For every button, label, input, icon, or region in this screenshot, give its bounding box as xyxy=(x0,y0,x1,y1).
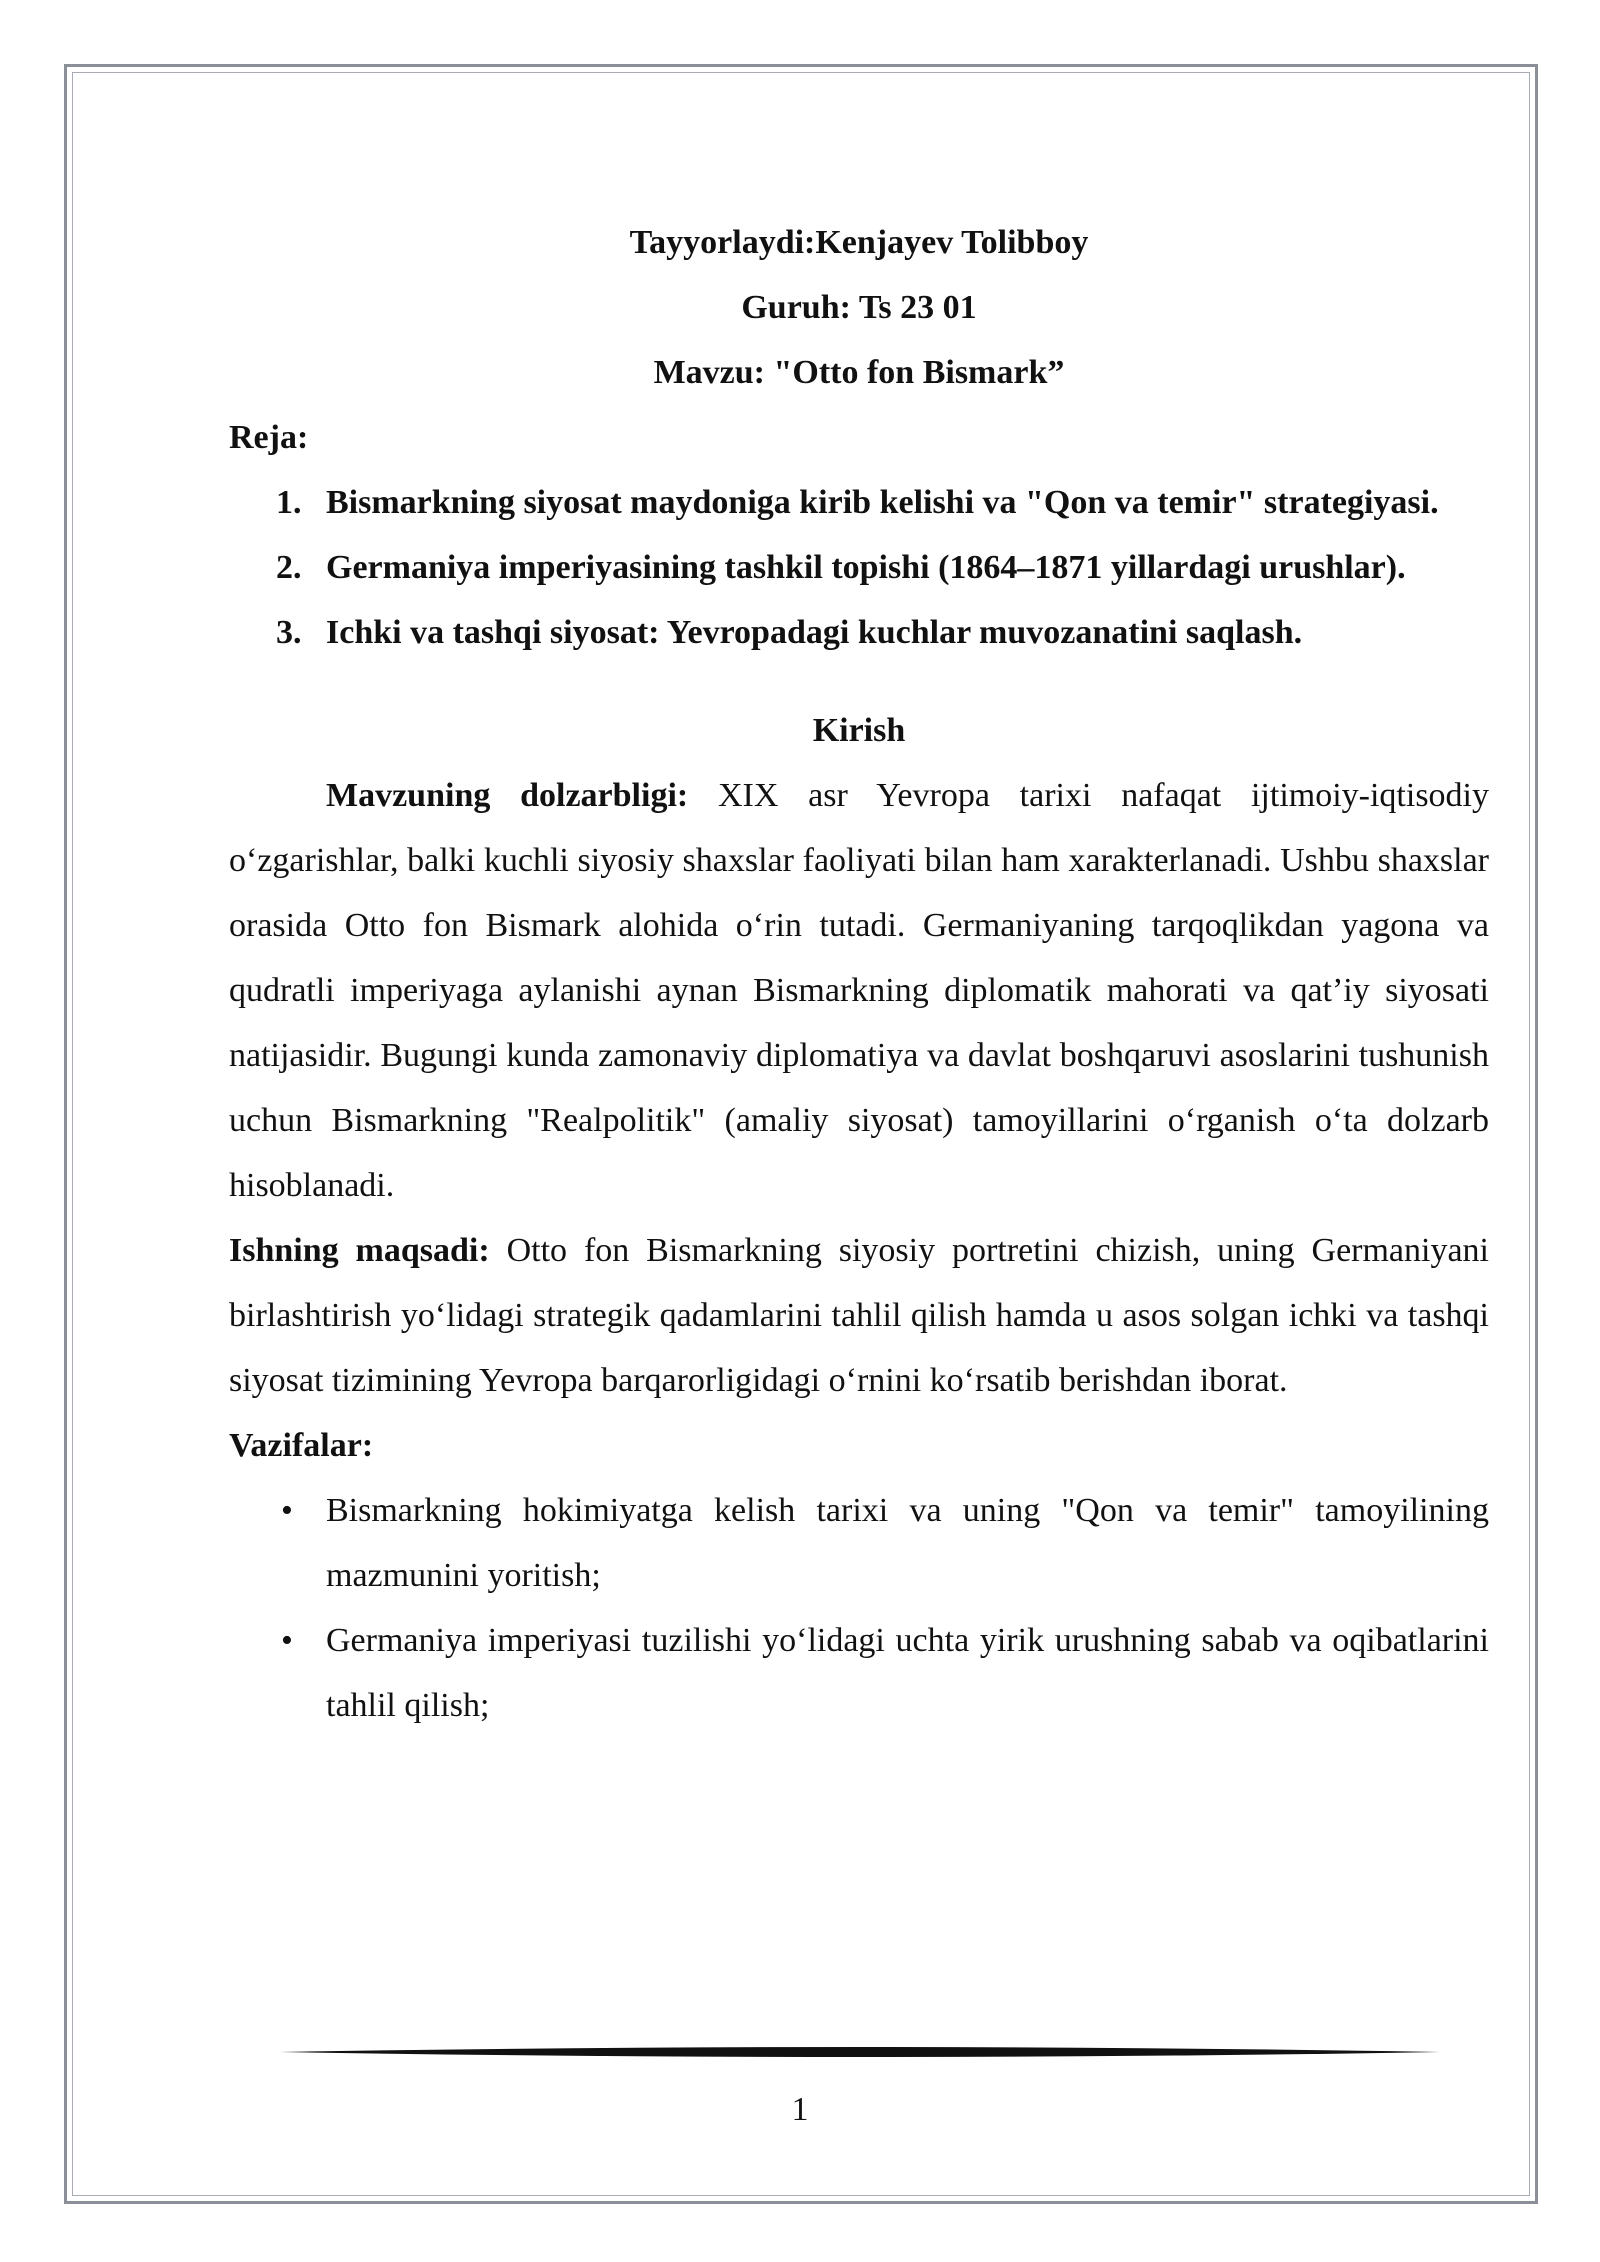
plan-item-number: 2. xyxy=(276,549,302,586)
goal-label: Ishning maqsadi: xyxy=(229,1232,490,1269)
footer-divider xyxy=(280,2040,1440,2064)
plan-item xyxy=(229,470,1489,535)
goal-paragraph xyxy=(229,1218,1489,1413)
author-line: Tayyorlaydi:Kenjayev Tolibboy xyxy=(629,224,1089,261)
topic-line: Mavzu: "Otto fon Bismark” xyxy=(653,354,1065,391)
plan-item-text: Germaniya imperiyasining tashkil topishi (1864–1871 yillardagi urushlar). xyxy=(326,549,1406,586)
plan-item xyxy=(229,535,1489,600)
task-text: Germaniya imperiyasi tuzilishi yo‘lidagi uchta yirik urushning sabab va oqibatlarini tahlil qilish; xyxy=(326,1622,1489,1724)
tasks-list xyxy=(229,1478,1489,1738)
plan-item-text: Ichki va tashqi siyosat: Yevropadagi kuchlar muvozanatini saqlash. xyxy=(326,614,1303,651)
page-number: 1 xyxy=(791,2091,809,2128)
plan-heading: Reja: xyxy=(229,419,309,456)
intro-heading: Kirish xyxy=(812,712,906,749)
plan-item xyxy=(229,600,1489,665)
task-item xyxy=(229,1608,1489,1738)
relevance-text: XIX asr Yevropa tarixi nafaqat ijtimoiy-iqtisodiy o‘zgarishlar, balki kuchli siyosiy shaxslar faoliyati bilan ham xarakterlanadi. Ushbu shaxslar orasida Otto fon Bismark alohida o‘rin tutadi. Germaniyaning tarqoqlikdan yagona va qudratli imperiyaga aylanishi aynan Bismarkning diplomatik mahorati va qat’iy siyosati natijasidir. Bugungi kunda zamonaviy diplomatiya va davlat boshqaruvi asoslarini tushunish uchun Bismarkning "Realpolitik" (amaliy siyosat) tamoyillarini o‘rganish o‘ta dolzarb hisoblanadi. xyxy=(229,777,1489,1204)
relevance-paragraph xyxy=(229,763,1489,1218)
task-text: Bismarkning hokimiyatga kelish tarixi va uning "Qon va temir" tamoyilining mazmunini yoritish; xyxy=(326,1492,1489,1594)
plan-list xyxy=(229,470,1489,665)
goal-text: Otto fon Bismarkning siyosiy portretini chizish, uning Germaniyani birlashtirish yo‘lidagi strategik qadamlarini tahlil qilish hamda u asos solgan ichki va tashqi siyosat tizimining Yevropa barqarorligidagi o‘rnini ko‘rsatib berishdan iborat. xyxy=(229,1232,1489,1399)
group-line: Guruh: Ts 23 01 xyxy=(741,289,977,326)
plan-item-number: 1. xyxy=(276,484,302,521)
document-body xyxy=(229,210,1489,1738)
bullet-icon: • xyxy=(281,1492,293,1529)
plan-item-number: 3. xyxy=(276,614,302,651)
bullet-icon: • xyxy=(281,1622,293,1659)
task-item xyxy=(229,1478,1489,1608)
tasks-heading: Vazifalar: xyxy=(229,1427,374,1464)
relevance-label: Mavzuning dolzarbligi: xyxy=(326,777,689,814)
plan-item-text: Bismarkning siyosat maydoniga kirib kelishi va "Qon va temir" strategiyasi. xyxy=(326,484,1439,521)
